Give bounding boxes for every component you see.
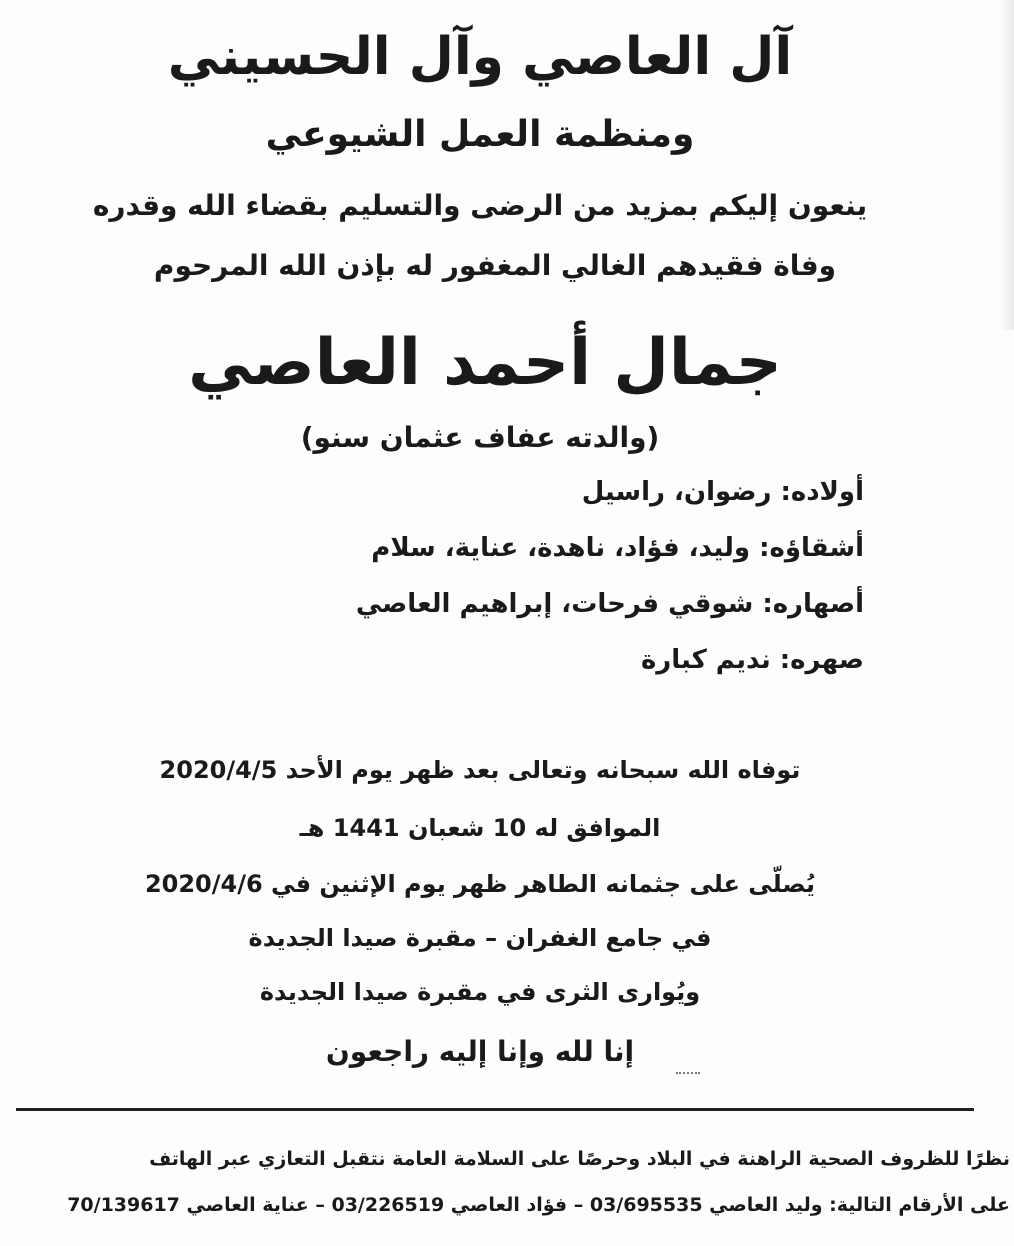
families-heading: آل العاصي وآل الحسيني (167, 27, 793, 87)
small-dotted-mark (676, 1072, 700, 1077)
burial-line: ويُوارى الثرى في مقبرة صيدا الجديدة (259, 978, 701, 1006)
deceased-mother: (والدته عفاف عثمان سنو) (300, 421, 660, 454)
intro-line-2: وفاة فقيدهم الغالي المغفور له بإذن الله المرحوم (153, 249, 837, 282)
relatives-siblings: أشقاؤه: وليد، فؤاد، ناهدة، عناية، سلام (371, 533, 864, 563)
page-edge-shadow (1000, 0, 1014, 330)
relatives-son-in-law: صهره: نديم كبارة (640, 645, 864, 675)
funeral-prayer-line: يُصلّى على جثمانه الطاهر ظهر يوم الإثنين في 2020/4/6 (144, 870, 816, 898)
footer-divider (16, 1108, 974, 1111)
hijri-date-line: الموافق له 10 شعبان 1441 هـ (299, 814, 661, 842)
intro-line-1: ينعون إليكم بمزيد من الرضى والتسليم بقضاء الله وقدره (92, 189, 868, 222)
organization-heading: ومنظمة العمل الشيوعي (265, 114, 695, 155)
relatives-in-laws: أصهاره: شوقي فرحات، إبراهيم العاصي (355, 589, 864, 619)
condolence-notice-line-1: نظرًا للظروف الصحية الراهنة في البلاد وحرصًا على السلامة العامة نتقبل التعازي عبر الهاتف (149, 1148, 1010, 1170)
death-date-line: توفاه الله سبحانه وتعالى بعد ظهر يوم الأحد 2020/4/5 (159, 756, 801, 784)
closing-verse: إنا لله وإنا إليه راجعون (325, 1035, 635, 1068)
condolence-notice-line-2: على الأرقام التالية: وليد العاصي 03/695535 – فؤاد العاصي 03/226519 – عناية العاصي 70/139617 (67, 1194, 1010, 1216)
deceased-name: جمال أحمد العاصي (188, 326, 782, 400)
relatives-children: أولاده: رضوان، راسيل (581, 477, 864, 507)
mosque-line: في جامع الغفران – مقبرة صيدا الجديدة (248, 924, 712, 952)
